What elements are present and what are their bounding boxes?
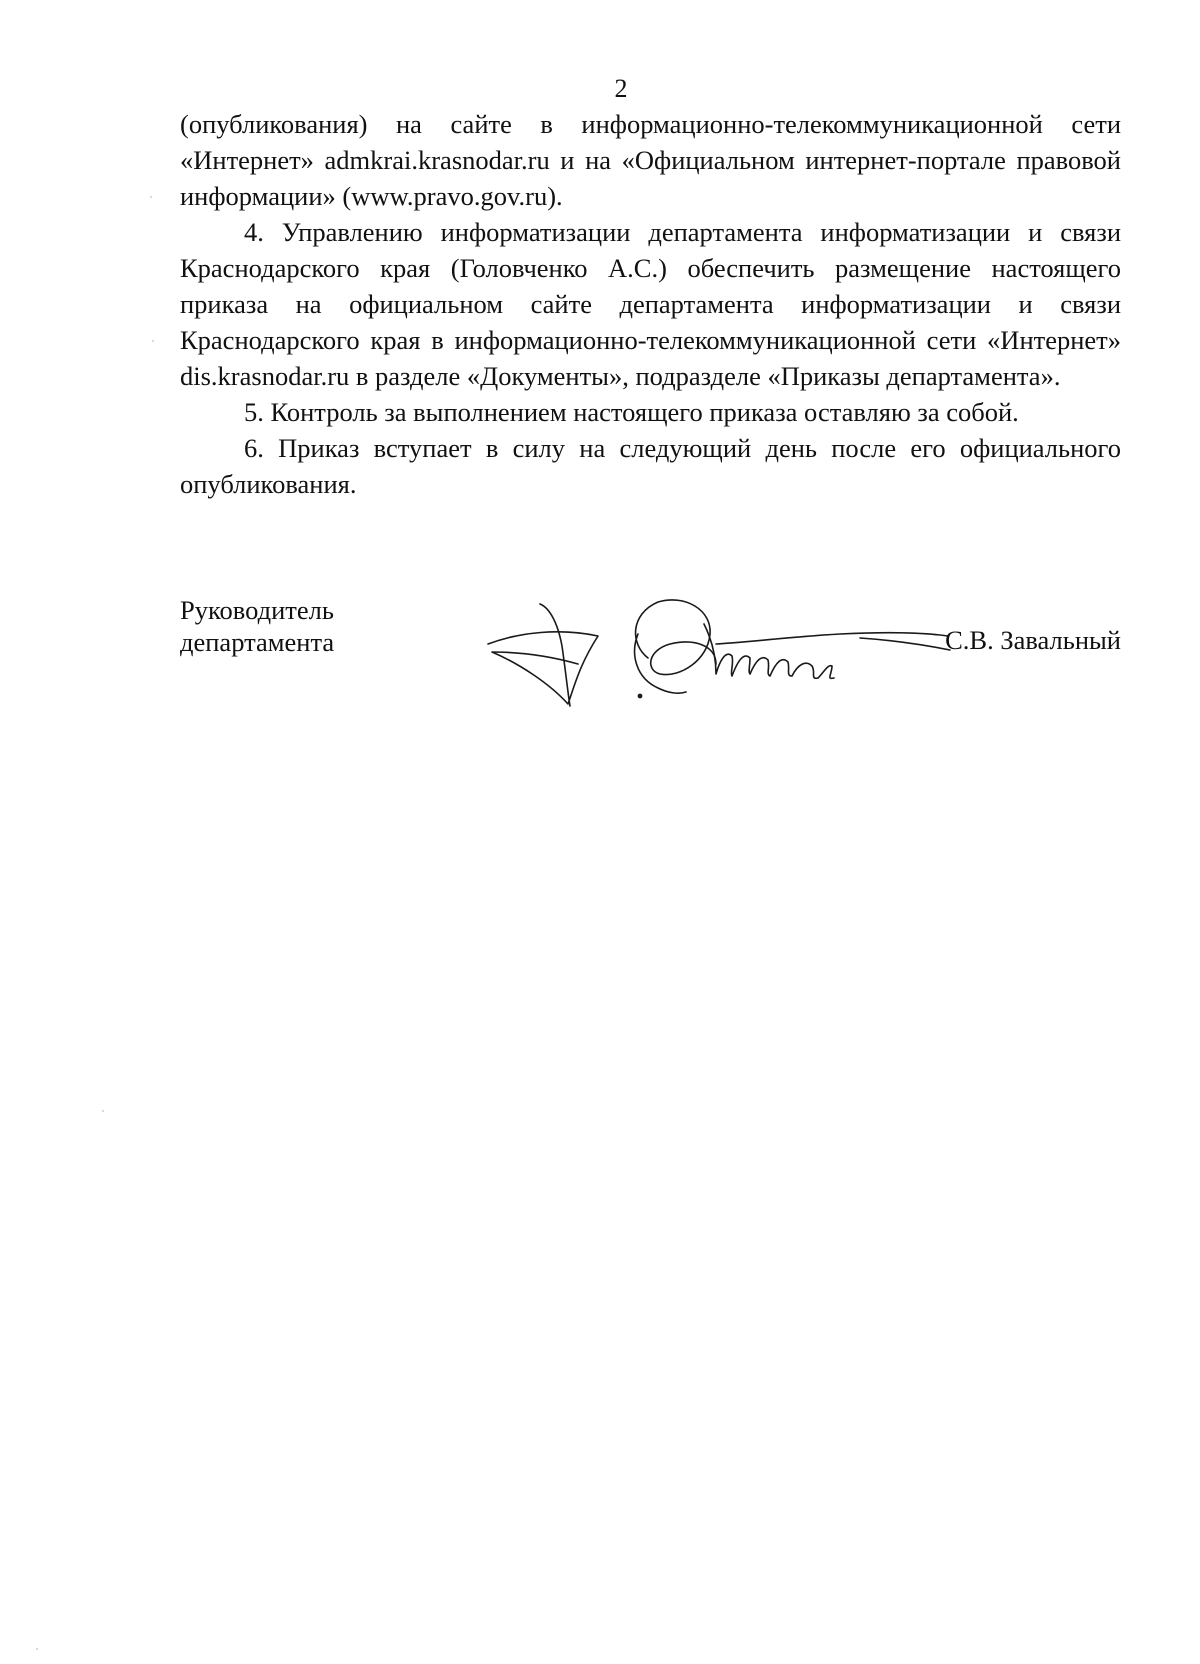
signatory-name: С.В. Завальный — [945, 625, 1121, 655]
paragraph-item-6: 6. Приказ вступает в силу на следующий день после его официального опубликования. — [180, 433, 1121, 499]
scan-speck — [152, 340, 154, 342]
handwritten-signature-image — [480, 594, 960, 744]
paragraph-item-5: 5. Контроль за выполнением настоящего приказа оставляю за собой. — [244, 397, 1019, 427]
signatory-title-line-1: Руководитель — [180, 595, 334, 625]
signature-block — [180, 594, 1121, 764]
signatory-title-line-2: департамента — [180, 627, 335, 657]
signatory-title — [180, 594, 334, 658]
document-body — [180, 106, 1121, 502]
scan-speck — [36, 1648, 38, 1650]
paragraph-item-4: 4. Управлению информатизации департамента информатизации и связи Краснодарского края (Головченко А.С.) обеспечить размещение настоящего приказа на официальном сайте департамента информатизации и связи Краснодарского края в информационно-телекоммуникационной сети «Интернет» dis.krasnodar.ru в разделе «Документы», подразделе «Приказы департамента». — [180, 217, 1121, 391]
paragraph-publication: (опубликования) на сайте в информационно-телекоммуникационной сети «Интернет» admkrai.krasnodar.ru и на «Официальном интернет-портале правовой информации» (www.pravo.gov.ru). — [180, 109, 1121, 211]
scan-speck — [150, 196, 152, 198]
scan-speck — [102, 1110, 104, 1112]
page-number: 2 — [614, 74, 628, 103]
